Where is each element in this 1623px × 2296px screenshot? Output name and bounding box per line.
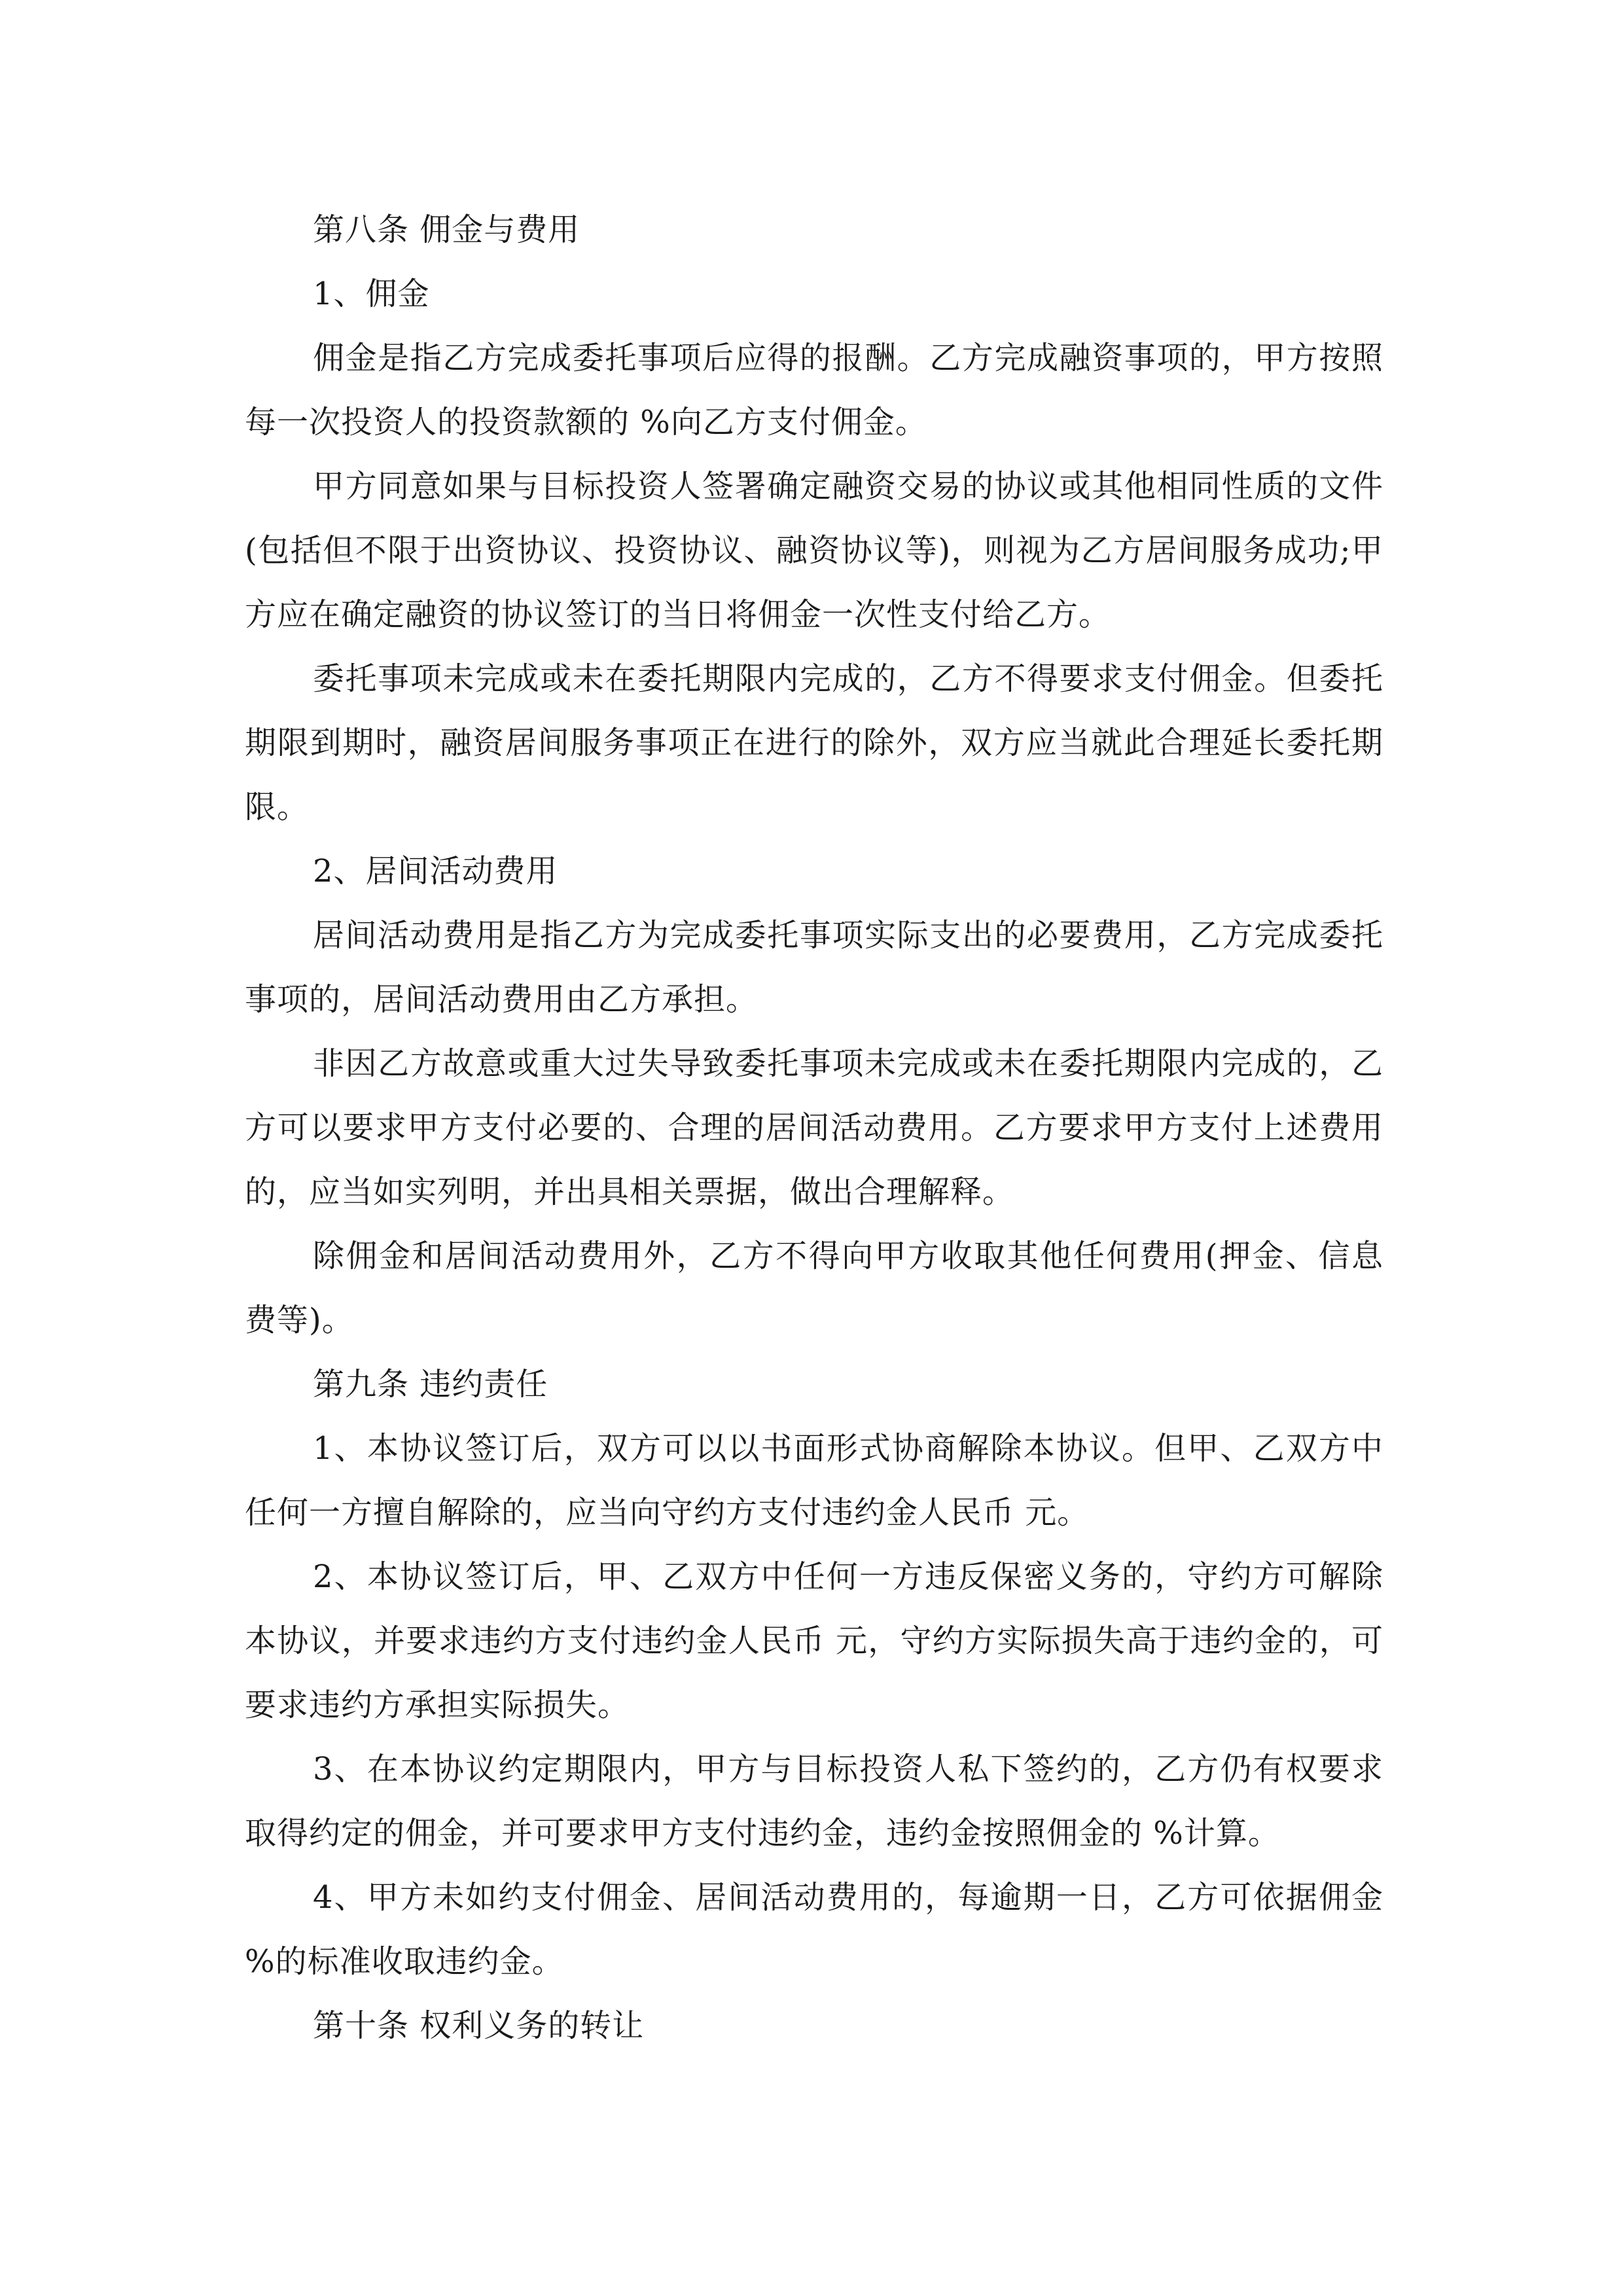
paragraph-commission-payment: 甲方同意如果与目标投资人签署确定融资交易的协议或其他相同性质的文件(包括但不限于出资协议、投资协议、融资协议等)，则视为乙方居间服务成功;甲方应在确定融资的协议签订的当日将佣金一次性支付给乙方。 (245, 468, 1383, 633)
paragraph-no-other-fees: 除佣金和居间活动费用外，乙方不得向甲方收取其他任何费用(押金、信息费等)。 (245, 1238, 1383, 1338)
document-body (245, 198, 1383, 2058)
paragraph-commission-incomplete: 委托事项未完成或未在委托期限内完成的，乙方不得要求支付佣金。但委托期限到期时，融资居间服务事项正在进行的除外，双方应当就此合理延长委托期限。 (245, 660, 1383, 825)
paragraph-liability-3: 3、在本协议约定期限内，甲方与目标投资人私下签约的，乙方仍有权要求取得约定的佣金，并可要求甲方支付违约金，违约金按照佣金的 %计算。 (245, 1751, 1383, 1852)
paragraph-expenses-reimbursement: 非因乙方故意或重大过失导致委托事项未完成或未在委托期限内完成的，乙方可以要求甲方支付必要的、合理的居间活动费用。乙方要求甲方支付上述费用的，应当如实列明，并出具相关票据，做出合理解释。 (245, 1045, 1383, 1210)
paragraph-liability-1: 1、本协议签订后，双方可以以书面形式协商解除本协议。但甲、乙双方中任何一方擅自解除的，应当向守约方支付违约金人民币 元。 (245, 1430, 1383, 1531)
paragraph-commission-definition: 佣金是指乙方完成委托事项后应得的报酬。乙方完成融资事项的，甲方按照每一次投资人的投资款额的 %向乙方支付佣金。 (245, 340, 1383, 440)
article-10-heading: 第十条 权利义务的转让 (313, 2007, 645, 2044)
paragraph-liability-4: 4、甲方未如约支付佣金、居间活动费用的，每逾期一日，乙方可依据佣金 %的标准收取违约金。 (245, 1879, 1383, 1980)
section-expenses-heading: 2、居间活动费用 (313, 853, 558, 889)
paragraph-liability-2: 2、本协议签订后，甲、乙双方中任何一方违反保密义务的，守约方可解除本协议，并要求违约方支付违约金人民币 元，守约方实际损失高于违约金的，可要求违约方承担实际损失。 (245, 1558, 1383, 1723)
article-9-heading: 第九条 违约责任 (313, 1366, 548, 1403)
paragraph-expenses-definition: 居间活动费用是指乙方为完成委托事项实际支出的必要费用，乙方完成委托事项的，居间活动费用由乙方承担。 (245, 917, 1383, 1018)
article-8-heading: 第八条 佣金与费用 (313, 211, 580, 248)
section-commission-heading: 1、佣金 (313, 276, 430, 312)
